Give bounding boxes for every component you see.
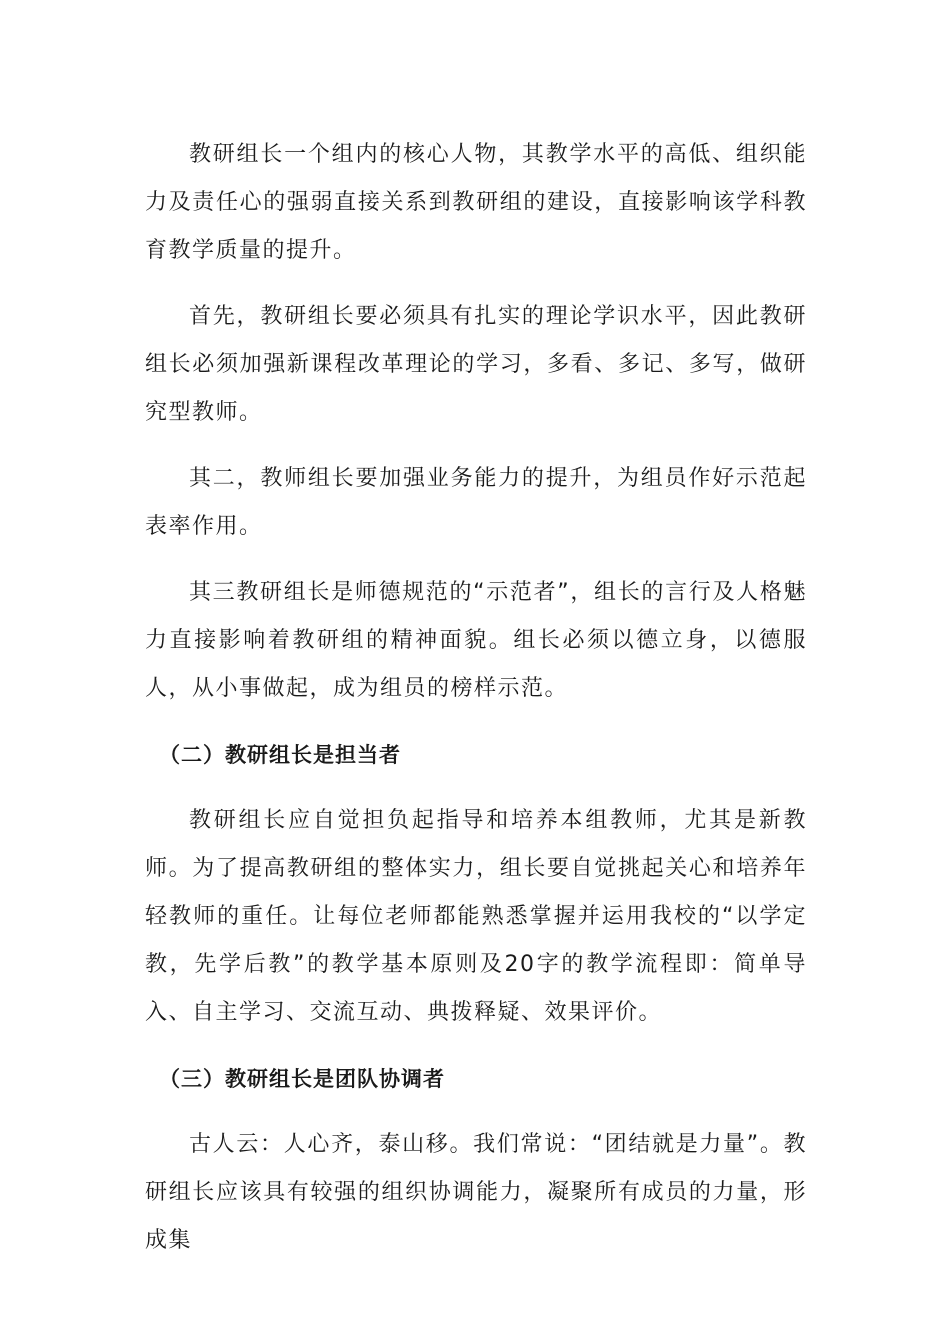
- paragraph-third-ethics: 其三教研组长是师德规范的“示范者”，组长的言行及人格魅力直接影响着教研组的精神面貌。组长必须以德立身，以德服人，从小事做起，成为组员的榜样示范。: [145, 580, 807, 701]
- paragraph-core-figure: 教研组长一个组内的核心人物，其教学水平的高低、组织能力及责任心的强弱直接关系到教研组的建设，直接影响该学科教育教学质量的提升。: [145, 142, 807, 263]
- section-heading-coordinator: （三）教研组长是团队协调者: [159, 1067, 445, 1091]
- paragraph-mentoring: 教研组长应自觉担负起指导和培养本组教师，尤其是新教师。为了提高教研组的整体实力，组长要自觉挑起关心和培养年轻教师的重任。让每位老师都能熟悉掌握并运用我校的“以学定教，先学后教”的教学基本原则及20字的教学流程即：简单导入、自主学习、交流互动、典拨释疑、效果评价。: [145, 808, 807, 1025]
- section-heading-responsibility: （二）教研组长是担当者: [159, 743, 401, 767]
- document-body: [145, 131, 807, 1283]
- paragraph-teamwork: 古人云：人心齐，泰山移。我们常说：“团结就是力量”。教研组长应该具有较强的组织协调能力，凝聚所有成员的力量，形成集: [145, 1132, 807, 1253]
- paragraph-first-theory: 首先，教研组长要必须具有扎实的理论学识水平，因此教研组长必须加强新课程改革理论的学习，多看、多记、多写，做研究型教师。: [145, 304, 807, 425]
- paragraph-second-ability: 其二，教师组长要加强业务能力的提升，为组员作好示范起表率作用。: [145, 466, 807, 539]
